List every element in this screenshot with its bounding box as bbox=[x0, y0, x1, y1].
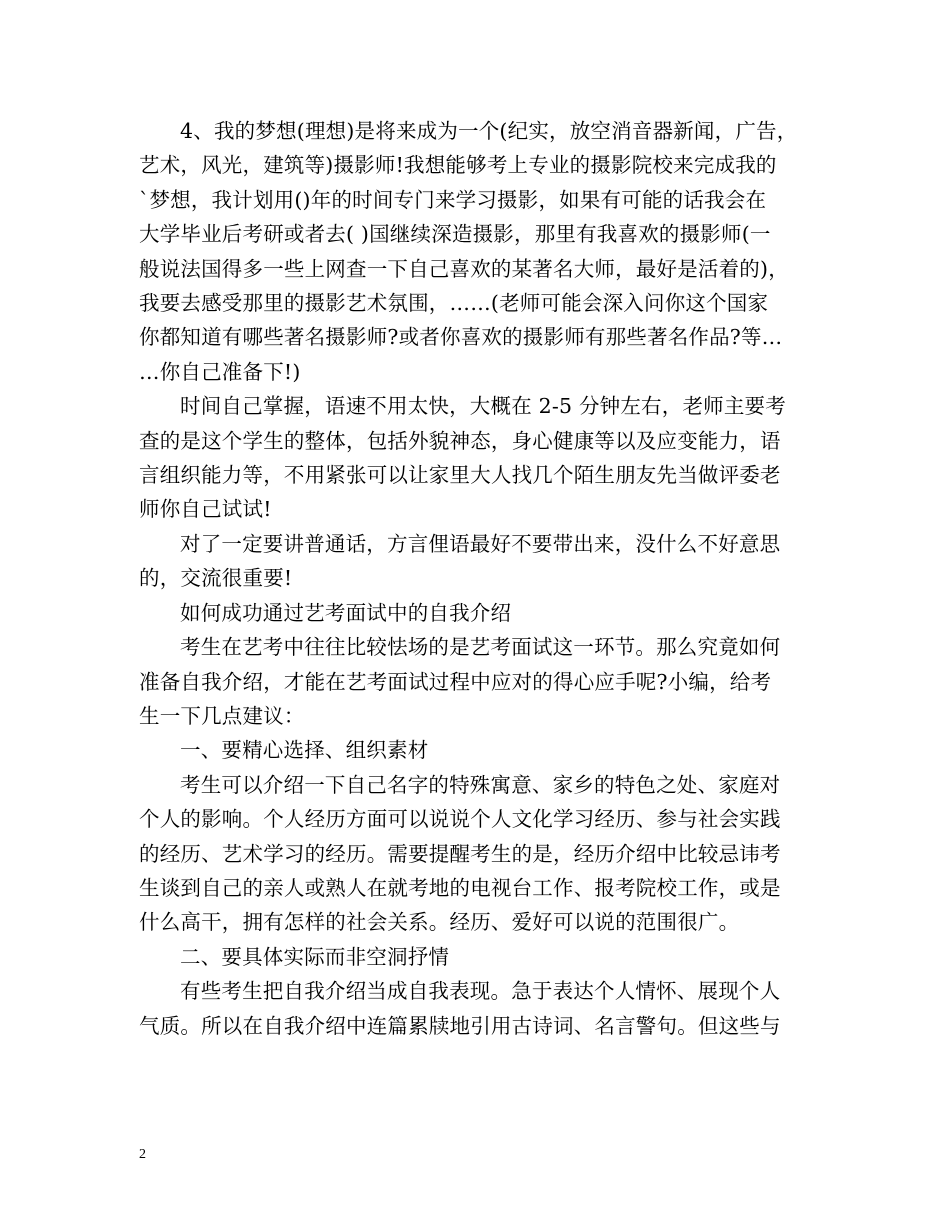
paragraph-material bbox=[139, 768, 815, 940]
text-line: 有些考生把自我介绍当成自我表现。急于表达个人情怀、展现个人 bbox=[180, 979, 781, 1004]
paragraph-mandarin bbox=[139, 527, 815, 596]
text-line: 时间自己掌握，语速不用太快，大概在 2-5 分钟左右，老师主要考 bbox=[180, 394, 786, 419]
text-line: 我要去感受那里的摄影艺术氛围，……(老师可能会深入问你这个国家 bbox=[139, 291, 769, 316]
paragraph-concrete bbox=[139, 974, 815, 1043]
text-line: 对了一定要讲普通话，方言俚语最好不要带出来，没什么不好意思 bbox=[180, 531, 781, 556]
text-line: 的经历、艺术学习的经历。需要提醒考生的是，经历介绍中比较忌讳考 bbox=[139, 841, 781, 866]
text-line: 二、要具体实际而非空洞抒情 bbox=[180, 944, 450, 969]
text-line: 查的是这个学生的整体，包括外貌神态，身心健康等以及应变能力，语 bbox=[139, 428, 781, 453]
text-line: 准备自我介绍，才能在艺考面试过程中应对的得心应手呢?小编，给考 bbox=[139, 669, 772, 694]
text-line: …你自己准备下!) bbox=[139, 359, 301, 384]
text-line: 什么高干，拥有怎样的社会关系。经历、爱好可以说的范围很广。 bbox=[139, 910, 740, 935]
text-line: `梦想，我计划用()年的时间专门来学习摄影，如果有可能的话我会在 bbox=[139, 187, 767, 212]
text-line: 考生在艺考中往往比较怯场的是艺考面试这一环节。那么究竟如何 bbox=[180, 635, 781, 660]
section-heading-1 bbox=[139, 733, 815, 767]
text-line: 个人的影响。个人经历方面可以说说个人文化学习经历、参与社会实践 bbox=[139, 807, 781, 832]
text-line: 你都知道有哪些著名摄影师?或者你喜欢的摄影师有那些著名作品?等… bbox=[139, 325, 783, 350]
text-line: 般说法国得多一些上网查一下自己喜欢的某著名大师，最好是活着的)， bbox=[139, 256, 789, 281]
text-line: 4、我的梦想(理想)是将来成为一个(纪实，放空消音器新闻，广告， bbox=[180, 119, 798, 143]
section-heading-intro bbox=[139, 596, 815, 630]
text-line: 师你自己试试! bbox=[139, 497, 272, 522]
text-line: 生谈到自己的亲人或熟人在就考地的电视台工作、报考院校工作，或是 bbox=[139, 875, 781, 900]
paragraph-time bbox=[139, 389, 815, 527]
text-line: 一、要精心选择、组织素材 bbox=[180, 738, 429, 763]
text-line: 生一下几点建议： bbox=[139, 703, 305, 728]
text-line: 气质。所以在自我介绍中连篇累牍地引用古诗词、名言警句。但这些与 bbox=[139, 1013, 781, 1038]
text-line: 如何成功通过艺考面试中的自我介绍 bbox=[180, 600, 512, 625]
text-line: 大学毕业后考研或者去( )国继续深造摄影，那里有我喜欢的摄影师(一 bbox=[139, 222, 771, 247]
text-line: 艺术，风光，建筑等)摄影师!我想能够考上专业的摄影院校来完成我的 bbox=[139, 153, 777, 178]
text-line: 考生可以介绍一下自己名字的特殊寓意、家乡的特色之处、家庭对 bbox=[180, 772, 781, 797]
document-body bbox=[139, 114, 815, 1043]
paragraph-dream bbox=[139, 114, 815, 389]
text-line: 言组织能力等，不用紧张可以让家里大人找几个陌生朋友先当做评委老 bbox=[139, 463, 781, 488]
paragraph-stage-fright bbox=[139, 630, 815, 733]
text-line: 的，交流很重要! bbox=[139, 566, 293, 591]
section-heading-2 bbox=[139, 940, 815, 974]
page-number: 2 bbox=[139, 1147, 146, 1162]
